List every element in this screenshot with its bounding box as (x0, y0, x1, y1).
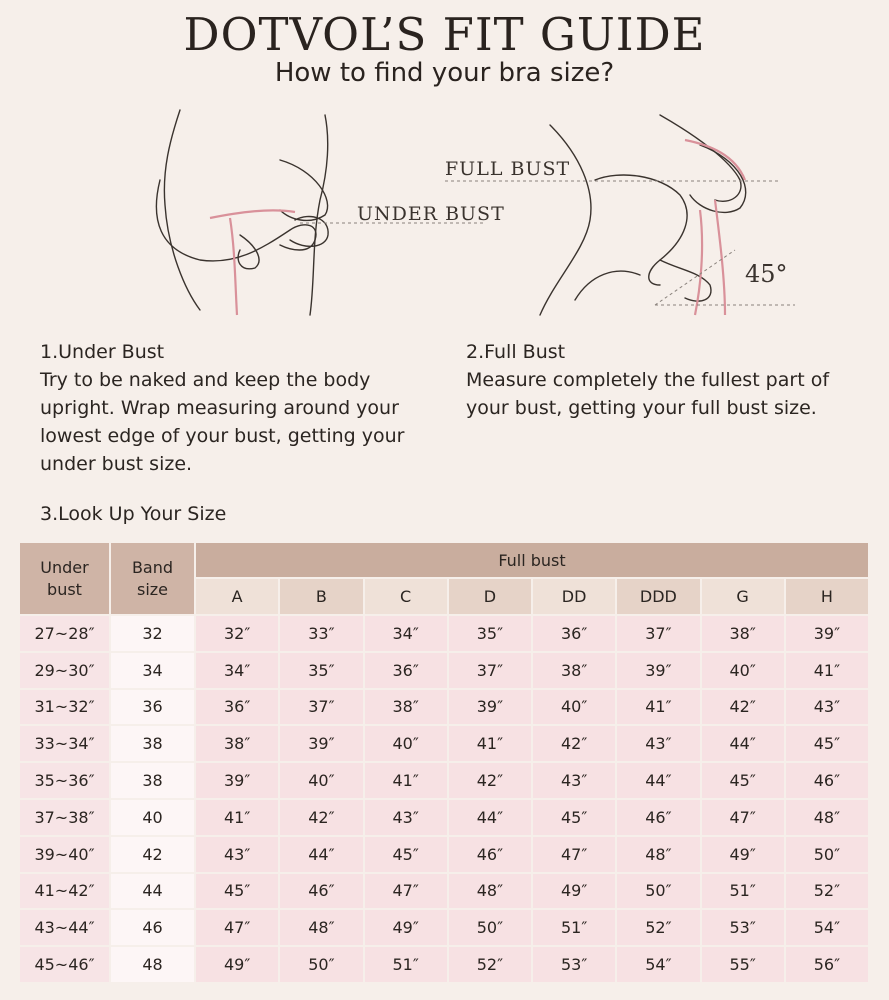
band-size-cell: 38 (111, 763, 194, 798)
full-bust-cell: 50″ (617, 874, 699, 909)
cup-header-dd: DD (533, 579, 615, 614)
full-bust-cell: 49″ (533, 874, 615, 909)
full-bust-cell: 45″ (786, 726, 868, 761)
full-bust-cell: 52″ (786, 874, 868, 909)
full-bust-cell: 36″ (196, 690, 278, 725)
full-bust-cell: 43″ (196, 837, 278, 872)
full-bust-cell: 39″ (196, 763, 278, 798)
full-bust-cell: 39″ (449, 690, 531, 725)
full-bust-cell: 43″ (617, 726, 699, 761)
under-bust-cell: 33~34″ (20, 726, 109, 761)
full-bust-cell: 39″ (786, 616, 868, 651)
full-bust-cell: 33″ (280, 616, 362, 651)
step-full-bust (466, 338, 876, 422)
full-bust-cell: 38″ (702, 616, 784, 651)
full-bust-cell: 43″ (533, 763, 615, 798)
step-full-bust-heading: 2.Full Bust (466, 341, 566, 363)
page-subtitle: How to find your bra size? (274, 58, 615, 88)
full-bust-cell: 50″ (786, 837, 868, 872)
table-row (20, 910, 868, 945)
step-under-bust-line-4: under bust size. (40, 453, 193, 475)
full-bust-cell: 39″ (617, 653, 699, 688)
table-row (20, 726, 868, 761)
under-bust-cell: 35~36″ (20, 763, 109, 798)
col-header-under-bust: Under bust (20, 543, 109, 614)
cup-header-h: H (786, 579, 868, 614)
full-bust-cell: 47″ (365, 874, 447, 909)
full-bust-cell: 50″ (280, 947, 362, 982)
table-row (20, 947, 868, 982)
full-bust-cell: 46″ (617, 800, 699, 835)
full-bust-cell: 46″ (280, 874, 362, 909)
full-bust-cell: 47″ (533, 837, 615, 872)
full-bust-cell: 38″ (533, 653, 615, 688)
full-bust-cell: 42″ (533, 726, 615, 761)
under-bust-cell: 41~42″ (20, 874, 109, 909)
step-under-bust (40, 338, 440, 478)
under-bust-tape-hang (230, 218, 237, 315)
full-bust-cell: 37″ (280, 690, 362, 725)
band-size-cell: 36 (111, 690, 194, 725)
under-bust-cell: 43~44″ (20, 910, 109, 945)
full-bust-cell: 36″ (365, 653, 447, 688)
full-bust-cell: 34″ (365, 616, 447, 651)
size-chart-table (18, 541, 870, 984)
full-bust-cell: 45″ (533, 800, 615, 835)
cup-header-a: A (196, 579, 278, 614)
left-figure-hand (238, 235, 259, 269)
full-bust-cell: 45″ (365, 837, 447, 872)
full-bust-cell: 32″ (196, 616, 278, 651)
full-bust-cell: 42″ (280, 800, 362, 835)
full-bust-tape-hang (715, 200, 725, 315)
under-bust-cell: 45~46″ (20, 947, 109, 982)
table-row (20, 874, 868, 909)
table-row (20, 800, 868, 835)
full-bust-cell: 52″ (617, 910, 699, 945)
full-bust-cell: 45″ (196, 874, 278, 909)
full-bust-cell: 54″ (617, 947, 699, 982)
full-bust-cell: 47″ (702, 800, 784, 835)
full-bust-cell: 55″ (702, 947, 784, 982)
full-bust-cell: 53″ (702, 910, 784, 945)
full-bust-cell: 54″ (786, 910, 868, 945)
right-figure-lower-arm (660, 260, 711, 301)
step-look-up-heading: 3.Look Up Your Size (40, 503, 227, 525)
cup-header-g: G (702, 579, 784, 614)
cup-header-b: B (280, 579, 362, 614)
full-bust-cell: 39″ (280, 726, 362, 761)
band-size-cell: 46 (111, 910, 194, 945)
band-size-cell: 44 (111, 874, 194, 909)
step-under-bust-heading: 1.Under Bust (40, 341, 165, 363)
full-bust-cell: 38″ (365, 690, 447, 725)
full-bust-cell: 40″ (280, 763, 362, 798)
full-bust-cell: 37″ (449, 653, 531, 688)
full-bust-cell: 43″ (365, 800, 447, 835)
step-under-bust-line-1: Try to be naked and keep the body (40, 369, 371, 391)
full-bust-cell: 49″ (365, 910, 447, 945)
step-under-bust-line-3: lowest edge of your bust, getting your (40, 425, 405, 447)
full-bust-cell: 35″ (449, 616, 531, 651)
label-angle: 45° (745, 260, 788, 288)
full-bust-cell: 56″ (786, 947, 868, 982)
full-bust-cell: 45″ (702, 763, 784, 798)
full-bust-cell: 48″ (617, 837, 699, 872)
cup-header-c: C (365, 579, 447, 614)
col-header-band-size: Band size (111, 543, 194, 614)
full-bust-cell: 51″ (702, 874, 784, 909)
full-bust-cell: 52″ (449, 947, 531, 982)
band-size-cell: 40 (111, 800, 194, 835)
band-size-cell: 38 (111, 726, 194, 761)
full-bust-cell: 42″ (702, 690, 784, 725)
full-bust-cell: 44″ (280, 837, 362, 872)
full-bust-cell: 48″ (786, 800, 868, 835)
full-bust-cell: 46″ (786, 763, 868, 798)
full-bust-cell: 44″ (617, 763, 699, 798)
full-bust-cell: 35″ (280, 653, 362, 688)
under-bust-tape (210, 210, 295, 218)
band-size-cell: 42 (111, 837, 194, 872)
full-bust-cell: 46″ (449, 837, 531, 872)
step-under-bust-line-2: upright. Wrap measuring around your (40, 397, 399, 419)
full-bust-cell: 34″ (196, 653, 278, 688)
full-bust-cell: 49″ (702, 837, 784, 872)
band-size-cell: 32 (111, 616, 194, 651)
full-bust-cell: 49″ (196, 947, 278, 982)
cup-header-ddd: DDD (617, 579, 699, 614)
right-figure-back (540, 125, 591, 315)
full-bust-cell: 51″ (365, 947, 447, 982)
full-bust-cell: 41″ (617, 690, 699, 725)
full-bust-cell: 47″ (196, 910, 278, 945)
under-bust-cell: 27~28″ (20, 616, 109, 651)
label-under-bust: UNDER BUST (357, 203, 505, 225)
full-bust-cell: 41″ (786, 653, 868, 688)
table-row (20, 690, 868, 725)
full-bust-cell: 42″ (449, 763, 531, 798)
left-figure-torso (164, 110, 200, 310)
band-size-cell: 34 (111, 653, 194, 688)
full-bust-cell: 40″ (365, 726, 447, 761)
full-bust-cell: 38″ (196, 726, 278, 761)
full-bust-cell: 36″ (533, 616, 615, 651)
col-header-full-bust: Full bust (196, 543, 868, 577)
full-bust-cell: 50″ (449, 910, 531, 945)
table-row (20, 653, 868, 688)
step-full-bust-line-1: Measure completely the fullest part of (466, 369, 830, 391)
right-figure-arm (595, 175, 687, 285)
full-bust-cell: 41″ (449, 726, 531, 761)
full-bust-cell: 48″ (280, 910, 362, 945)
full-bust-cell: 43″ (786, 690, 868, 725)
under-bust-cell: 29~30″ (20, 653, 109, 688)
full-bust-cell: 51″ (533, 910, 615, 945)
full-bust-cell: 53″ (533, 947, 615, 982)
table-row (20, 616, 868, 651)
right-figure-hip (575, 271, 640, 300)
step-full-bust-line-2: your bust, getting your full bust size. (466, 397, 817, 419)
under-bust-cell: 39~40″ (20, 837, 109, 872)
table-row (20, 837, 868, 872)
page-title: DOTVOL’S FIT GUIDE (183, 8, 706, 61)
full-bust-cell: 37″ (617, 616, 699, 651)
full-bust-cell: 44″ (449, 800, 531, 835)
label-full-bust: FULL BUST (445, 158, 571, 180)
full-bust-cell: 41″ (196, 800, 278, 835)
band-size-cell: 48 (111, 947, 194, 982)
table-row (20, 763, 868, 798)
under-bust-cell: 31~32″ (20, 690, 109, 725)
under-bust-cell: 37~38″ (20, 800, 109, 835)
full-bust-cell: 40″ (533, 690, 615, 725)
full-bust-cell: 44″ (702, 726, 784, 761)
full-bust-cell: 48″ (449, 874, 531, 909)
full-bust-cell: 40″ (702, 653, 784, 688)
cup-header-d: D (449, 579, 531, 614)
full-bust-tape-hang-2 (695, 210, 702, 315)
left-figure-arm (156, 180, 316, 261)
full-bust-cell: 41″ (365, 763, 447, 798)
